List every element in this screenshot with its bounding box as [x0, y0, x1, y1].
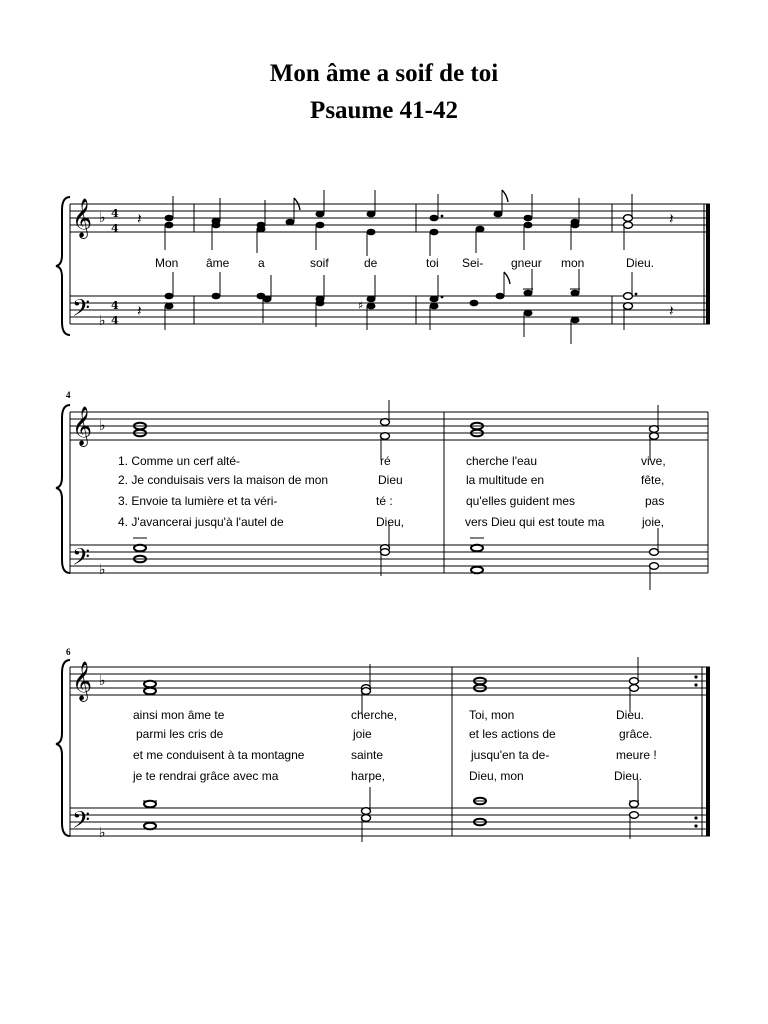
lyric-verse-2: et les actions de	[469, 727, 556, 741]
final-barline	[706, 204, 710, 324]
lyric-verse-1: cherche,	[351, 708, 398, 722]
treble-stems	[165, 190, 632, 256]
bass-clef-icon: 𝄢	[72, 543, 91, 576]
time-signature: 4	[111, 222, 119, 235]
lyric-syllable: de	[364, 256, 378, 270]
repeat-dots	[694, 675, 697, 827]
lyric-verse-1: cherche l'eau	[466, 454, 538, 468]
flat-icon: ♭	[99, 562, 106, 578]
hymn-title: Mon âme a soif de toi	[269, 60, 499, 87]
lyric-verse-2: fête,	[641, 473, 665, 487]
lyric-syllable: mon	[561, 256, 585, 270]
lyric-syllable: soif	[310, 256, 329, 270]
system-brace	[56, 660, 70, 836]
treble-half-notes	[624, 215, 633, 229]
treble-clef-icon: 𝄞	[72, 198, 93, 238]
treble-clef-icon: 𝄞	[72, 406, 93, 446]
bass-clef-icon: 𝄢	[72, 294, 91, 327]
lyric-verse-2: Dieu	[378, 473, 403, 487]
flat-icon: ♭	[99, 418, 106, 434]
bass-notes	[165, 290, 580, 324]
lyric-verse-2: grâce.	[619, 727, 653, 741]
lyric-verse-4: Dieu, mon	[469, 769, 524, 783]
lyric-verse-4: Dieu.	[614, 769, 643, 783]
lyric-verse-1: Dieu.	[616, 708, 645, 722]
lyric-verse-2: joie	[353, 727, 372, 741]
quarter-rest-icon: 𝄽	[669, 210, 674, 228]
lyric-verse-3: sainte	[351, 748, 384, 762]
lyric-verse-4: joie,	[642, 515, 665, 529]
lyric-syllable: Sei-	[462, 256, 484, 270]
lyric-syllable: âme	[206, 256, 230, 270]
lyric-verse-4: 4. J'avancerai jusqu'à l'autel de	[118, 515, 284, 529]
system-2	[56, 390, 708, 590]
lyric-verse-1: 1. Comme un cerf alté-	[118, 454, 241, 468]
final-barline	[706, 667, 710, 836]
bass-staff	[70, 296, 710, 324]
flat-icon: ♭	[99, 673, 106, 689]
time-signature: 4	[111, 207, 119, 220]
time-signature: 4	[111, 314, 119, 327]
flat-icon: ♭	[99, 313, 106, 329]
flat-icon: ♭	[99, 210, 106, 226]
lyric-verse-4: harpe,	[351, 769, 386, 783]
dot	[635, 293, 638, 296]
lyric-verse-3: pas	[645, 494, 665, 508]
bass-stems	[165, 269, 632, 344]
lyric-verse-4: Dieu,	[376, 515, 405, 529]
lyric-verse-3: et me conduisent à ta montagne	[133, 748, 305, 762]
lyric-verse-4: vers Dieu qui est toute ma	[465, 515, 605, 529]
system-brace	[56, 405, 70, 573]
lyric-verse-1: ré	[380, 454, 391, 468]
measure-number: 6	[66, 647, 71, 657]
dot	[441, 296, 444, 299]
lyric-verse-2: la multitude en	[466, 473, 545, 487]
system-3	[56, 647, 710, 842]
eighth-flag	[504, 272, 510, 284]
lyric-syllable: a	[258, 256, 265, 270]
lyric-verse-3: jusqu'en ta de-	[471, 748, 550, 762]
lyric-verse-3: té :	[376, 494, 393, 508]
quarter-rest-icon: 𝄽	[137, 210, 142, 228]
quarter-rest-icon: 𝄽	[137, 302, 142, 320]
bass-clef-icon: 𝄢	[72, 806, 91, 839]
eighth-flag	[502, 190, 508, 202]
lyric-verse-1: ainsi mon âme te	[133, 708, 225, 722]
treble-staff	[70, 667, 710, 695]
lyric-syllable: toi	[426, 256, 439, 270]
lyric-verse-1: vive,	[641, 454, 666, 468]
lyric-verse-3: meure !	[616, 748, 657, 762]
lyric-syllable: Mon	[155, 256, 179, 270]
lyric-verse-2: 2. Je conduisais vers la maison de mon	[118, 473, 329, 487]
sharp-icon: ♯	[358, 299, 364, 312]
system-1	[56, 190, 710, 344]
lyric-verse-1: Toi, mon	[469, 708, 515, 722]
flat-icon: ♭	[99, 825, 106, 841]
dot	[441, 215, 444, 218]
system-brace	[56, 197, 70, 335]
lyric-verse-3: qu'elles guident mes	[466, 494, 576, 508]
measure-number: 4	[66, 390, 71, 400]
lyric-verse-4: je te rendrai grâce avec ma	[133, 769, 279, 783]
lyric-syllable: gneur	[511, 256, 542, 270]
treble-clef-icon: 𝄞	[72, 661, 93, 701]
bass-half-notes	[624, 293, 633, 310]
lyric-verse-2: parmi les cris de	[136, 727, 224, 741]
bass-staff	[70, 808, 710, 836]
lyric-syllable: Dieu.	[626, 256, 655, 270]
time-signature: 4	[111, 299, 119, 312]
lyric-verse-3: 3. Envoie ta lumière et ta véri-	[118, 494, 278, 508]
psalm-reference: Psaume 41-42	[310, 97, 458, 124]
quarter-rest-icon: 𝄽	[669, 302, 674, 320]
